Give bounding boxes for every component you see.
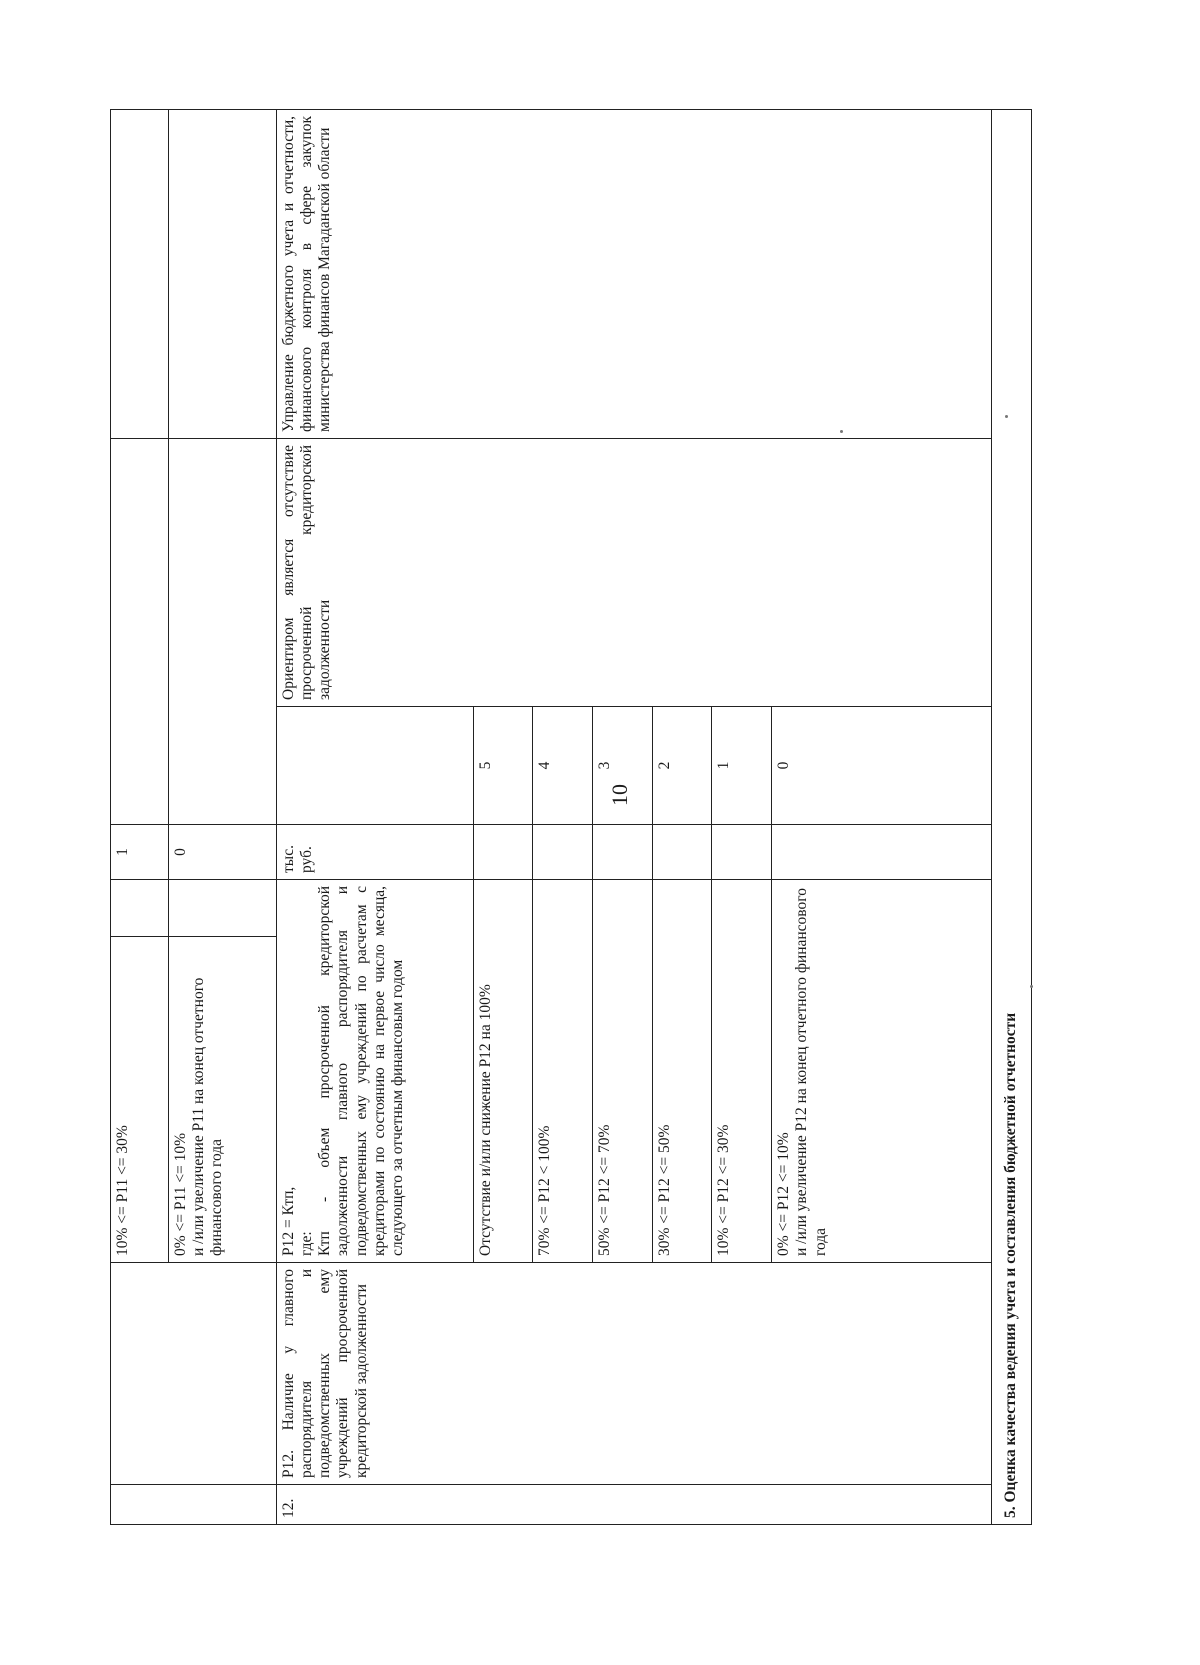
indicator-title: P12. Наличие у главного распорядителя и подведомственных ему учреждений просроченной кредиторской задолженности bbox=[276, 1263, 992, 1485]
formula-cell: 10% <= P11 <= 30% bbox=[111, 937, 169, 1263]
indicator-target: Ориентиром является отсутствие просроченной кредиторской задолженности bbox=[276, 438, 992, 706]
scan-speck bbox=[1005, 415, 1008, 418]
criterion-score: 1 bbox=[712, 707, 772, 825]
unit-cell bbox=[712, 825, 772, 880]
table-row bbox=[992, 109, 1032, 1524]
criterion-condition: 0% <= P12 <= 10% и /или увеличение P12 на конец отчетного финансового года bbox=[772, 880, 992, 1263]
unit-cell bbox=[473, 825, 533, 880]
unit-cell bbox=[168, 880, 276, 937]
criterion-condition: 70% <= P12 < 100% bbox=[533, 880, 593, 1263]
empty-title-cell bbox=[111, 1263, 277, 1485]
unit-cell bbox=[652, 825, 712, 880]
criterion-condition: 50% <= P12 <= 70% bbox=[592, 880, 652, 1263]
target-cell bbox=[168, 438, 276, 824]
empty-num-cell bbox=[111, 1485, 277, 1525]
indicator-responsible: Управление бюджетного учета и отчетности, финансового контроля в сфере закупок министерства финансов Магаданской области bbox=[276, 109, 992, 438]
indicator-formula: P12 = Ктп, где: Ктп - объем просроченной кредиторской задолженности главного распорядителя и подведомственных ему учреждений по расчетам с кредиторами по состоянию на первое число месяца, следующего за отчетным финансовым годом bbox=[276, 880, 473, 1263]
unit-cell bbox=[772, 825, 992, 880]
unit-cell: тыс. руб. bbox=[276, 825, 473, 880]
score-cell: 0 bbox=[168, 825, 276, 880]
page-number: 10 bbox=[607, 784, 632, 806]
criterion-score: 3 bbox=[592, 707, 652, 825]
table-row bbox=[111, 109, 169, 1524]
score-cell bbox=[276, 707, 473, 825]
table-row bbox=[276, 109, 473, 1524]
criterion-condition: 10% <= P12 <= 30% bbox=[712, 880, 772, 1263]
section-5-title: 5. Оценка качества ведения учета и составления бюджетной отчетности bbox=[992, 109, 1032, 1524]
responsible-cell bbox=[111, 109, 169, 438]
criterion-condition: Отсутствие и/или снижение P12 на 100% bbox=[473, 880, 533, 1263]
criterion-score: 5 bbox=[473, 707, 533, 825]
formula-cell: 0% <= P11 <= 10% и /или увеличение P11 на конец отчетного финансового года bbox=[168, 937, 276, 1263]
unit-cell bbox=[592, 825, 652, 880]
criterion-condition: 30% <= P12 <= 50% bbox=[652, 880, 712, 1263]
criterion-score: 0 bbox=[772, 707, 992, 825]
score-cell: 1 bbox=[111, 825, 169, 880]
indicators-table bbox=[110, 109, 1032, 1525]
target-cell bbox=[111, 438, 169, 824]
responsible-cell bbox=[168, 109, 276, 438]
unit-cell bbox=[111, 880, 169, 937]
scan-speck bbox=[1030, 985, 1033, 988]
unit-cell bbox=[533, 825, 593, 880]
scan-speck bbox=[840, 430, 843, 433]
criterion-score: 4 bbox=[533, 707, 593, 825]
indicator-number: 12. bbox=[276, 1485, 992, 1525]
criterion-score: 2 bbox=[652, 707, 712, 825]
rotated-table-page bbox=[110, 110, 1032, 1525]
